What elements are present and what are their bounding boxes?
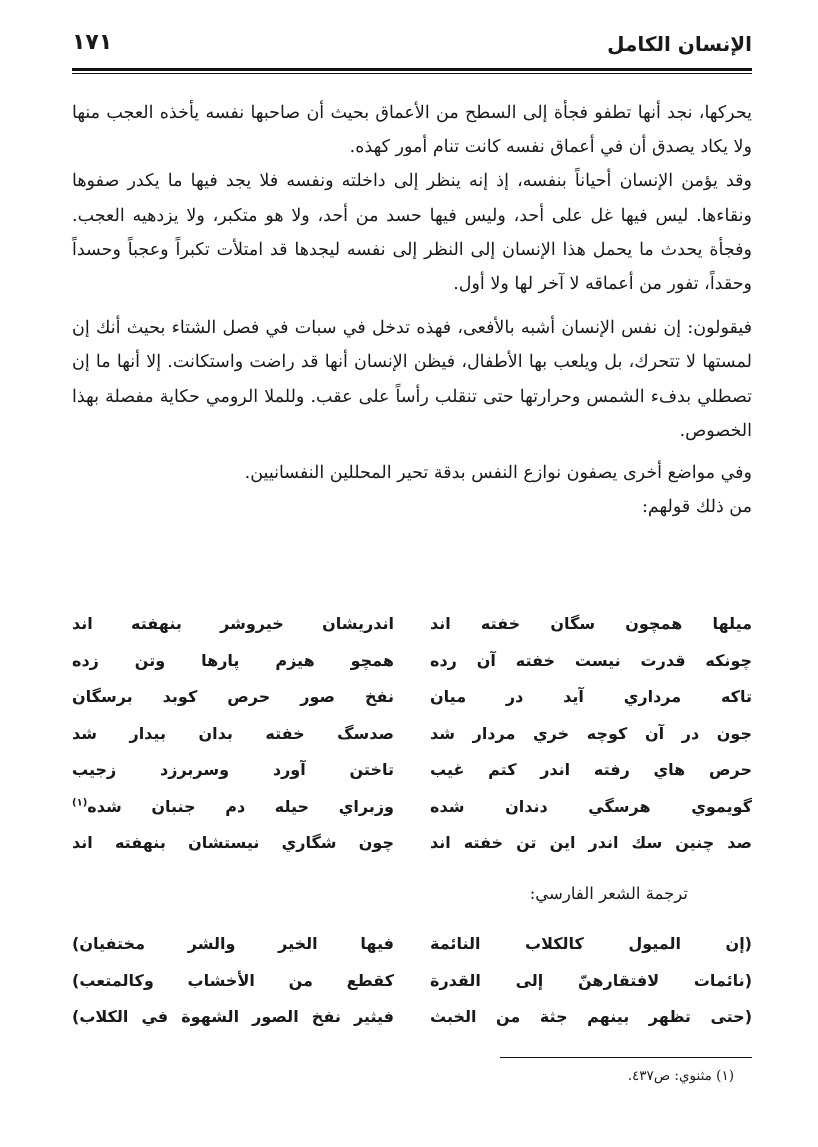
- footnote-reference: (١): [72, 797, 88, 809]
- page-number: ١٧١: [72, 30, 113, 55]
- verse-left: فيها الخير والشر مختفيان): [72, 934, 394, 953]
- poem-row: [72, 789, 752, 826]
- poem-row: [72, 606, 752, 643]
- poem-row: [72, 825, 752, 862]
- paragraph: وقد يؤمن الإنسان أحياناً بنفسه، إذ إنه ينظر إلى داخلته ونفسه فلا يجد فيها ما يكدر صفوها ونقاءها. ليس فيها غل على أحد، وليس فيها حسد من أحد، ولا هو متكبر، ولا يزدهيه العجب. وفجأة يحدث ما يحمل هذا الإنسان إلى النظر إلى نفسه ليجدها قد امتلأت تكبراً وعجباً وحسداً وحقداً، تفور من أعماقه لا آخر لها ولا أول.: [72, 171, 752, 295]
- verse-right: حرص هاي رفته اندر كتم غيب: [430, 760, 752, 779]
- footnote: (١) مثنوي: ص٤٣٧.: [627, 1068, 734, 1084]
- verse-right: گويموي هرسگي دندان شده: [430, 796, 752, 816]
- poem-row: [72, 679, 752, 716]
- verse-left: نفخ صور حرص كوبد برسگان: [72, 687, 394, 706]
- paragraph: يحركها، نجد أنها تطفو فجأة إلى السطح من الأعماق بحيث أن صاحبها نفسه يأخذه العجب منها ولا يكاد يصدق أن في أعماق نفسه كانت تنام أمور كهذه.: [72, 103, 752, 158]
- page-header: [72, 30, 752, 64]
- paragraph: وفي مواضع أخرى يصفون نوازع النفس بدقة تحير المحللين النفسانيين.: [244, 463, 752, 484]
- verse-left: چون شگاري نيستشان بنهفته اند: [72, 833, 394, 852]
- verse-left: تاختن آورد وسربرزد زجيب: [72, 760, 394, 779]
- paragraph: فيقولون: إن نفس الإنسان أشبه بالأفعى، فهذه تدخل في سبات في فصل الشتاء بحيث أنك إن لمستها لا تتحرك، بل ويلعب بها الأطفال، فيظن الإنسان أنها قد راضت واستكانت. إلا أنها ما إن تصطلي بدفء الشمس وحرارتها حتى تنقلب رأساً على عقب. وللملا الرومي حكاية مفصلة بهذا الخصوص.: [72, 318, 752, 441]
- verse-right: تاكه مرداري آيد در ميان: [430, 687, 752, 706]
- poem-row: [72, 999, 752, 1036]
- header-rule-thick: [72, 68, 752, 71]
- verse-right: صد چنين سك اندر اين تن خفته اند: [430, 833, 752, 852]
- header-rule-thin: [72, 73, 752, 74]
- poem-row: [72, 752, 752, 789]
- poem-row: [72, 716, 752, 753]
- body-text: [72, 96, 752, 524]
- running-title: الإنسان الكامل: [607, 32, 752, 56]
- verse-right: چونکه قدرت نيست خفته آن رده: [430, 650, 752, 670]
- arabic-translation-poem: [72, 926, 752, 1036]
- verse-left: وزبراي حيله دم جنبان شده: [87, 796, 394, 816]
- verse-right: (حتى تظهر بينهم جثة من الخبث: [430, 1007, 752, 1026]
- paragraph: من ذلك قولهم:: [641, 497, 752, 518]
- verse-right: ميلها همچون سگان خفته اند: [430, 614, 752, 633]
- verse-left: اندريشان خيروشر بنهفته اند: [72, 614, 394, 633]
- verse-right: (نائمات لافتقارهنّ إلى القدرة: [430, 970, 752, 990]
- translation-heading: ترجمة الشعر الفارسي:: [529, 884, 688, 903]
- persian-poem: [72, 606, 752, 862]
- verse-right: جون در آن كوچه خري مردار شد: [430, 723, 752, 743]
- verse-left: كقطع من الأخشاب وكالمتعب): [72, 970, 394, 990]
- verse-left-with-footnote: [72, 789, 394, 826]
- verse-left: صدسگ خفته بدان بيدار شد: [72, 723, 394, 743]
- poem-row: [72, 926, 752, 963]
- footnote-rule: [500, 1057, 752, 1058]
- poem-row: [72, 963, 752, 1000]
- verse-right: (إن الميول كالكلاب النائمة: [430, 934, 752, 953]
- verse-left: فيثير نفخ الصور الشهوة في الكلاب): [72, 1007, 394, 1026]
- verse-left: همچو هيزم پارها وتن زده: [72, 650, 394, 670]
- poem-row: [72, 643, 752, 680]
